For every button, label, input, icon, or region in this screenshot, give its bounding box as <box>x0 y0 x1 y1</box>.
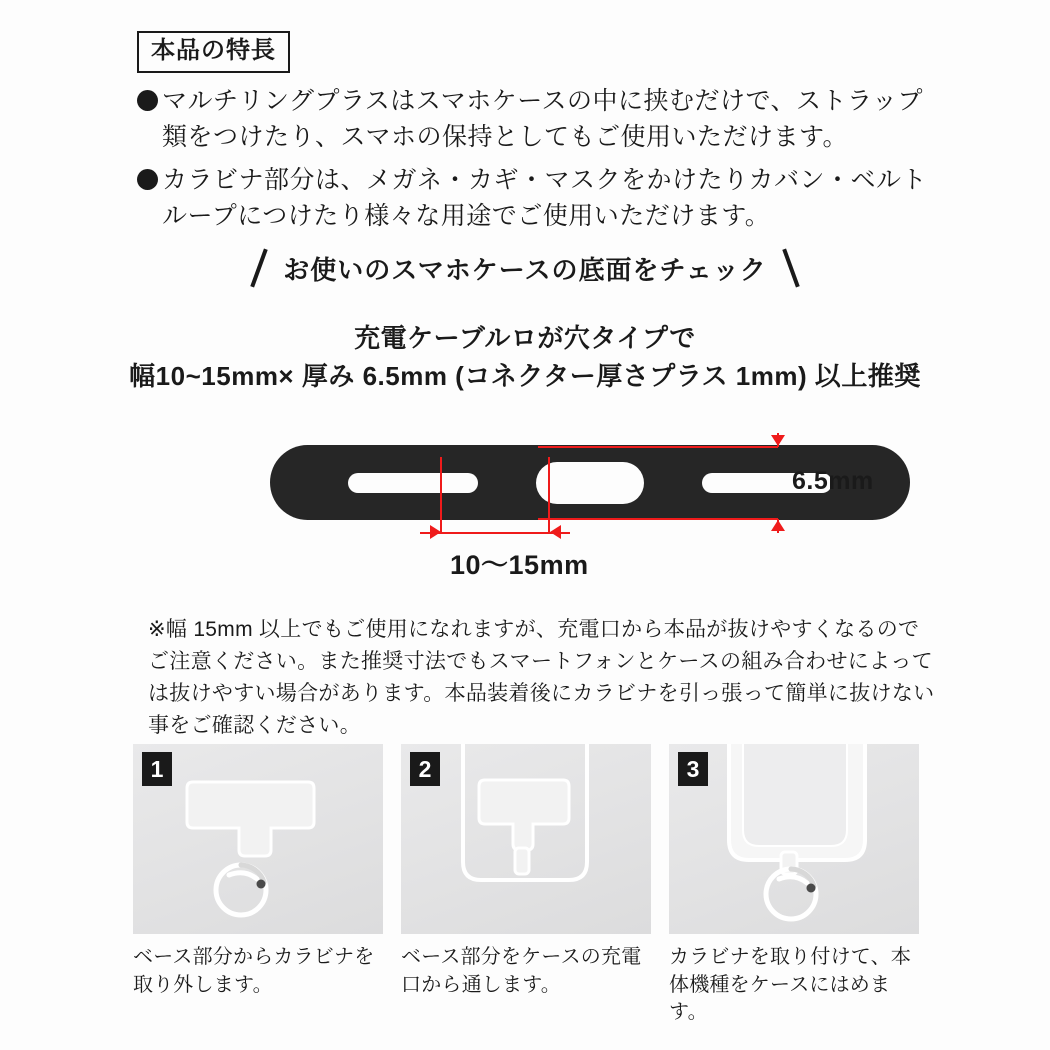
step-illustration-1 <box>133 744 383 934</box>
feature-text: カラビナ部分は、メガネ・カギ・マスクをかけたりカバン・ベルトループにつけたり様々な用途でご使用いただけます。 <box>162 166 928 230</box>
measure-width-line <box>420 532 570 534</box>
arrow-down-icon <box>771 435 785 446</box>
strap-diagram <box>120 415 940 595</box>
step-panel-2 <box>401 744 651 1027</box>
feature-text: マルチリングプラスはスマホケースの中に挟むだけで、ストラップ類をつけたり、スマホの保持としてもご使用いただけます。 <box>162 87 924 151</box>
step-caption-3: カラビナを取り付けて、本体機種をケースにはめます。 <box>669 946 911 1024</box>
width-label: 10〜15mm <box>450 550 589 580</box>
list-item <box>137 163 937 234</box>
bullet-dot-icon <box>137 169 158 190</box>
slash-left-icon <box>251 249 268 288</box>
check-heading <box>0 248 1050 288</box>
measure-width-left-guide <box>440 457 442 533</box>
measure-top-line <box>538 446 778 448</box>
step-illustration-2 <box>401 744 651 934</box>
step-caption-2: ベース部分をケースの充電口から通します。 <box>401 946 642 996</box>
list-item <box>137 84 937 155</box>
step-caption-1: ベース部分からカラビナを取り外します。 <box>133 946 375 996</box>
step-number-1: 1 <box>142 752 172 786</box>
strap-center-hole <box>536 462 644 504</box>
strap-slot-left <box>348 473 478 493</box>
caution-note: ※幅 15mm 以上でもご使用になれますが、充電口から本品が抜けやすくなるのでご注意ください。また推奨寸法でもスマートフォンとケースの組み合わせによっては抜けやすい場合があります。本品装着後にカラビナを引っ張って簡単に抜けない事をご確認ください。 <box>148 618 935 737</box>
arrow-right-icon <box>430 525 441 539</box>
measure-width-right-guide <box>548 457 550 533</box>
arrow-up-icon <box>771 520 785 531</box>
bullet-dot-icon <box>137 90 158 111</box>
step-illustration-3 <box>669 744 919 934</box>
step-number-3: 3 <box>678 752 708 786</box>
step-panel-3 <box>669 744 919 1027</box>
feature-list <box>137 84 937 242</box>
check-heading-text: お使いのスマホケースの底面をチェック <box>283 254 767 285</box>
measure-bottom-line <box>538 518 778 520</box>
spec-line-1: 充電ケーブルロが穴タイプで <box>354 323 696 353</box>
slash-right-icon <box>782 249 799 288</box>
arrow-left-icon <box>550 525 561 539</box>
spec-line-2: 幅10~15mm× 厚み 6.5mm (コネクター厚さプラス 1mm) 以上推奨 <box>129 361 921 391</box>
thickness-label: 6.5mm <box>792 467 874 495</box>
step-number-2: 2 <box>410 752 440 786</box>
steps-gallery <box>133 744 918 1027</box>
step-panel-1 <box>133 744 383 1027</box>
section-title-badge: 本品の特長 <box>137 31 290 73</box>
